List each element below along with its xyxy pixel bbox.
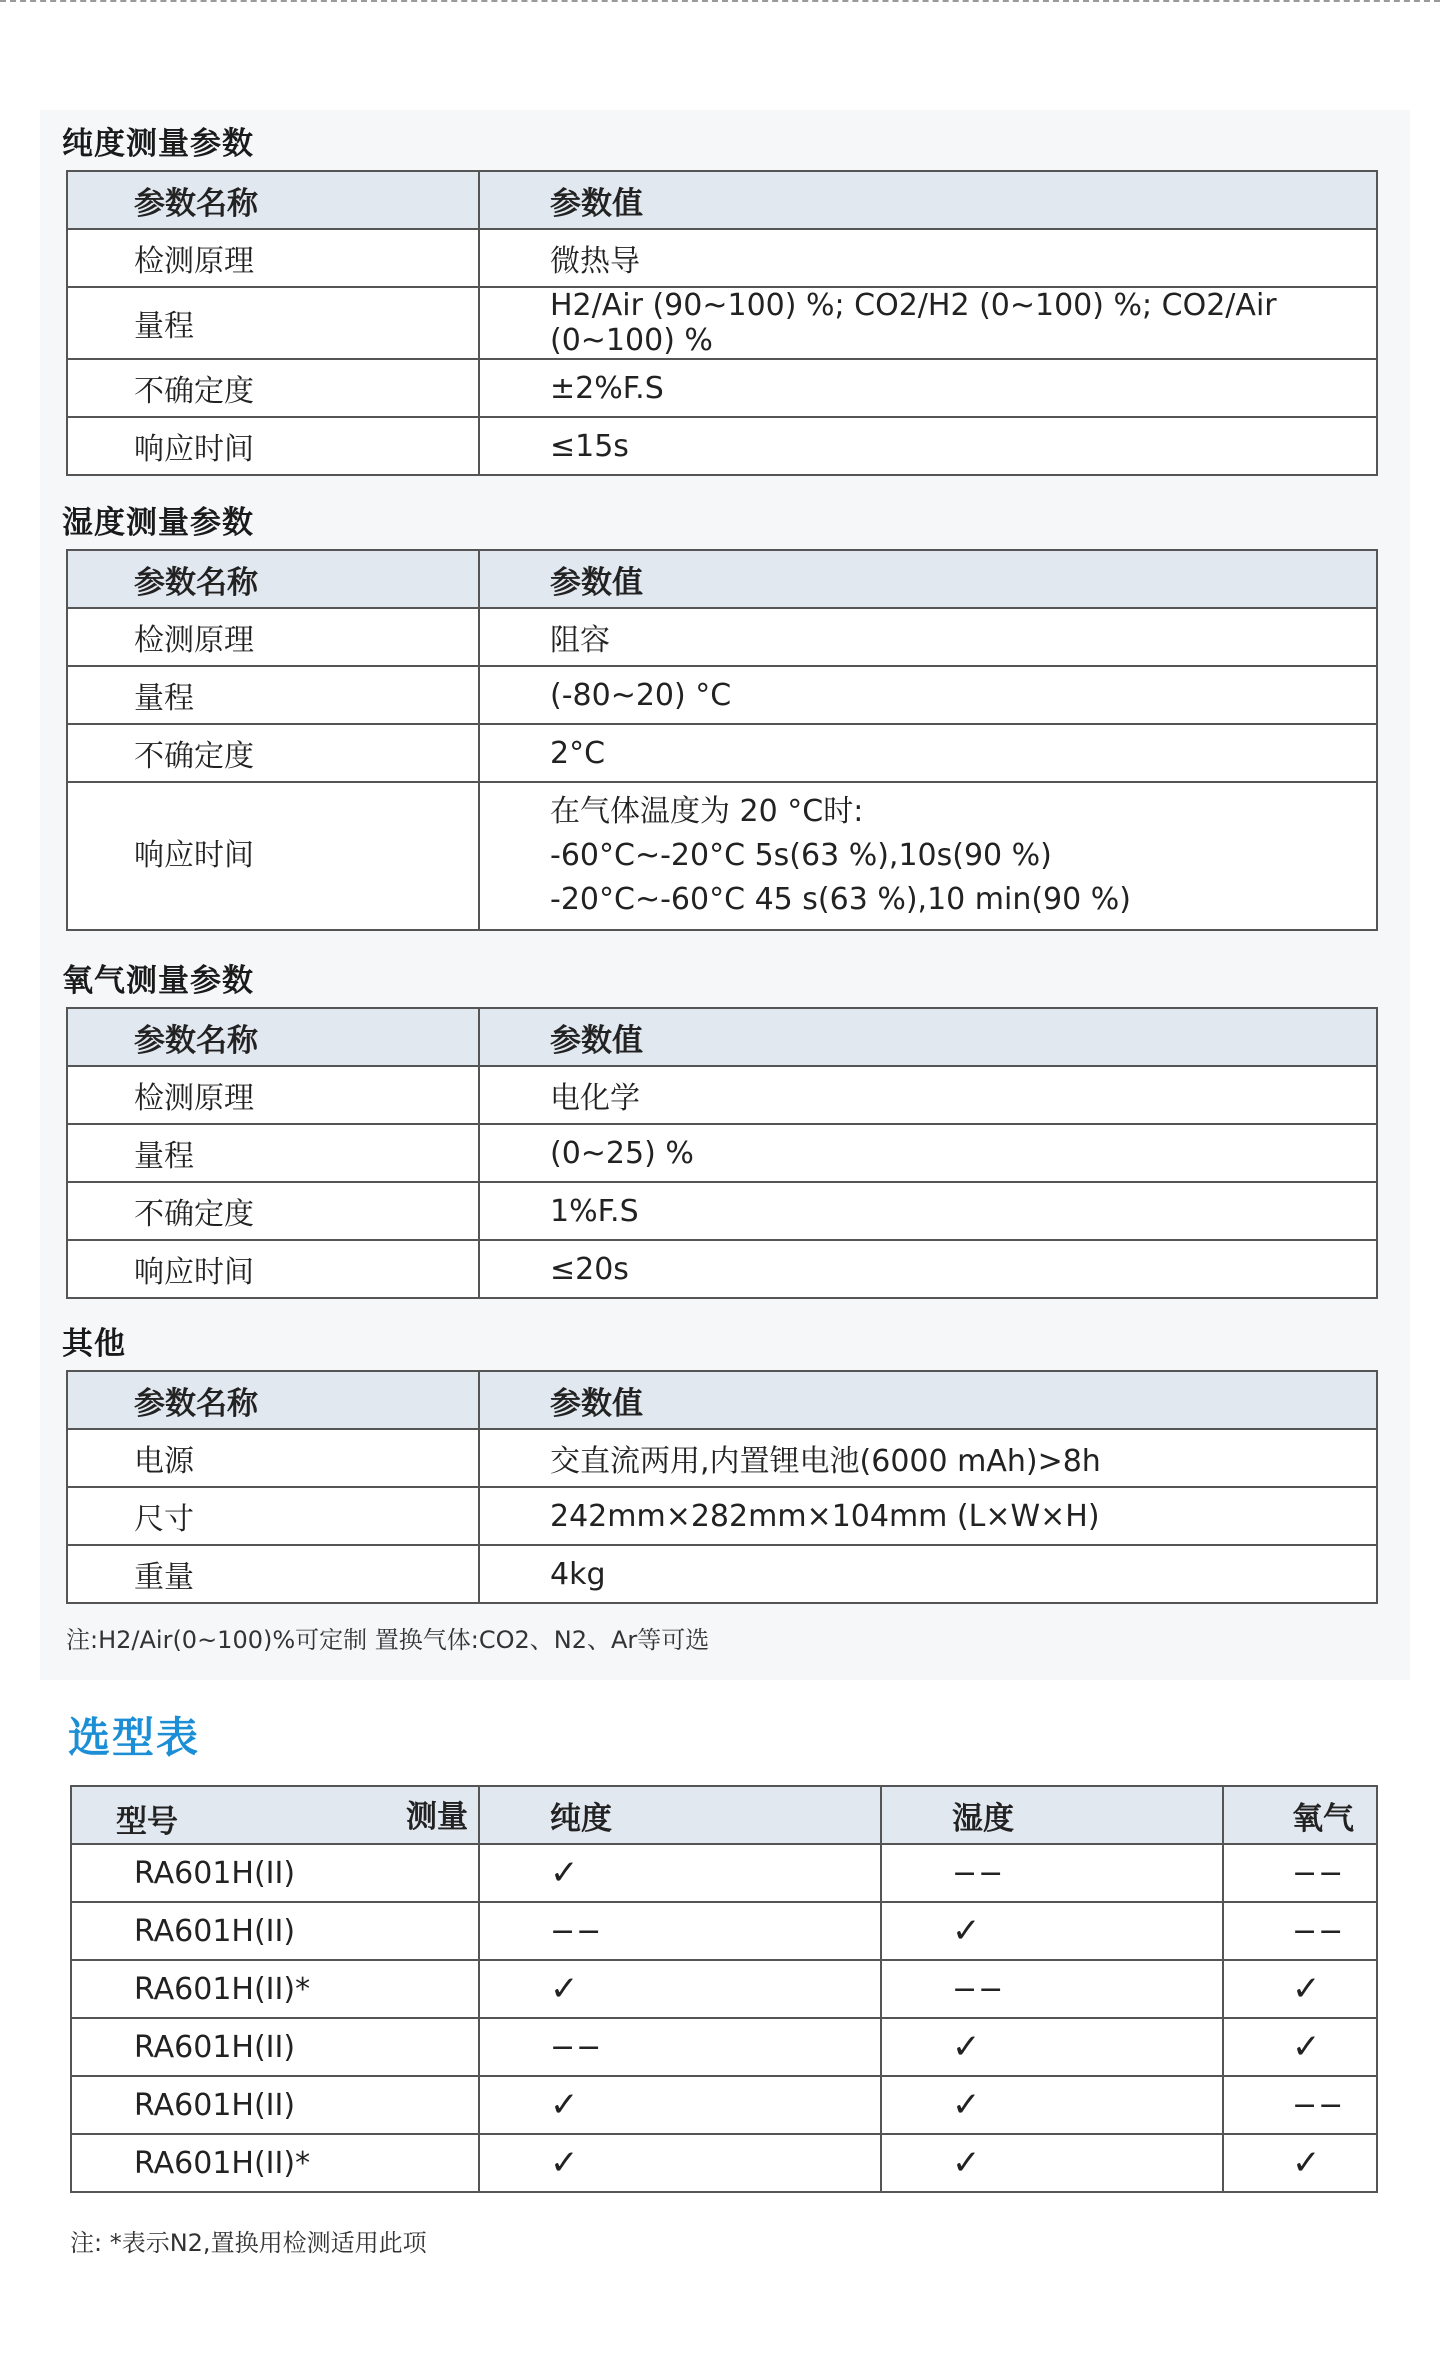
param-value: 1%F.S <box>479 1182 1377 1240</box>
param-value: ≤20s <box>479 1240 1377 1298</box>
table-row <box>67 1066 1377 1124</box>
selection-title: 选型表 <box>68 1713 201 1762</box>
param-value: 电化学 <box>479 1066 1377 1124</box>
table-row <box>67 782 1377 930</box>
table-row <box>67 359 1377 417</box>
param-value-line: -20°C~-60°C 45 s(63 %),10 min(90 %) <box>550 882 1131 917</box>
table-row <box>67 1124 1377 1182</box>
header-param-name: 参数名称 <box>67 171 479 229</box>
param-value: 微热导 <box>479 229 1377 287</box>
section-title-other: 其他 <box>62 1326 126 1362</box>
oxygen-spec-table <box>66 1007 1378 1299</box>
oxygen-cell: ✓ <box>1223 2018 1377 2076</box>
table-header-row <box>67 1371 1377 1429</box>
param-value: 阻容 <box>479 608 1377 666</box>
param-value: 交直流两用,内置锂电池(6000 mAh)>8h <box>479 1429 1377 1487</box>
table-row <box>67 666 1377 724</box>
section-title-purity: 纯度测量参数 <box>62 126 254 162</box>
humidity-cell: −− <box>881 1960 1223 2018</box>
model-cell: RA601H(II)* <box>71 2134 479 2192</box>
param-name: 电源 <box>67 1429 479 1487</box>
oxygen-cell: −− <box>1223 2076 1377 2134</box>
purity-cell: ✓ <box>479 1844 881 1902</box>
header-model-label: 型号 <box>116 1804 178 1840</box>
purity-cell: ✓ <box>479 1960 881 2018</box>
param-value: H2/Air (90~100) %; CO2/H2 (0~100) %; CO2/Air (0~100) % <box>479 287 1377 359</box>
table-row <box>71 1902 1377 1960</box>
header-param-value: 参数值 <box>479 1008 1377 1066</box>
header-param-value: 参数值 <box>479 550 1377 608</box>
humidity-cell: ✓ <box>881 2076 1223 2134</box>
table-row <box>71 2134 1377 2192</box>
param-name: 量程 <box>67 1124 479 1182</box>
oxygen-cell: −− <box>1223 1902 1377 1960</box>
humidity-cell: −− <box>881 1844 1223 1902</box>
param-value: 4kg <box>479 1545 1377 1603</box>
model-cell: RA601H(II) <box>71 1902 479 1960</box>
param-name: 量程 <box>67 287 479 359</box>
header-param-name: 参数名称 <box>67 1008 479 1066</box>
table-header-row <box>67 550 1377 608</box>
param-name: 响应时间 <box>67 1240 479 1298</box>
table-row <box>67 287 1377 359</box>
header-humidity: 湿度 <box>881 1786 1223 1844</box>
param-name: 量程 <box>67 666 479 724</box>
section-title-oxygen: 氧气测量参数 <box>62 963 254 999</box>
table-header-row <box>67 1008 1377 1066</box>
header-measure-label: 测量 <box>406 1799 468 1835</box>
param-value: ±2%F.S <box>479 359 1377 417</box>
table-row <box>71 1844 1377 1902</box>
humidity-cell: ✓ <box>881 1902 1223 1960</box>
table-row <box>67 1182 1377 1240</box>
table-row <box>71 1960 1377 2018</box>
param-value-multiline <box>479 782 1377 930</box>
top-dashed-rule <box>0 0 1440 2</box>
table-row <box>67 608 1377 666</box>
model-cell: RA601H(II) <box>71 2018 479 2076</box>
spec-footnote: 注:H2/Air(0~100)%可定制 置换气体:CO2、N2、Ar等可选 <box>66 1626 710 1654</box>
param-name: 检测原理 <box>67 229 479 287</box>
table-header-row <box>71 1786 1377 1844</box>
table-row <box>67 1545 1377 1603</box>
header-param-name: 参数名称 <box>67 550 479 608</box>
header-param-value: 参数值 <box>479 171 1377 229</box>
purity-cell: −− <box>479 1902 881 1960</box>
table-row <box>71 2076 1377 2134</box>
param-name: 检测原理 <box>67 608 479 666</box>
param-name: 不确定度 <box>67 724 479 782</box>
oxygen-cell: ✓ <box>1223 2134 1377 2192</box>
header-oxygen: 氧气 <box>1223 1786 1377 1844</box>
header-param-name: 参数名称 <box>67 1371 479 1429</box>
param-value: 2°C <box>479 724 1377 782</box>
humidity-spec-table <box>66 549 1378 931</box>
other-spec-table <box>66 1370 1378 1604</box>
purity-cell: ✓ <box>479 2134 881 2192</box>
param-name: 不确定度 <box>67 359 479 417</box>
param-name: 不确定度 <box>67 1182 479 1240</box>
model-cell: RA601H(II)* <box>71 1960 479 2018</box>
diagonal-header-cell <box>71 1786 479 1844</box>
param-value-line: -60°C~-20°C 5s(63 %),10s(90 %) <box>550 838 1052 873</box>
purity-cell: ✓ <box>479 2076 881 2134</box>
param-value: (-80~20) °C <box>479 666 1377 724</box>
oxygen-cell: −− <box>1223 1844 1377 1902</box>
table-row <box>67 1487 1377 1545</box>
param-name: 响应时间 <box>67 782 479 930</box>
param-name: 重量 <box>67 1545 479 1603</box>
table-row <box>67 724 1377 782</box>
oxygen-cell: ✓ <box>1223 1960 1377 2018</box>
table-row <box>71 2018 1377 2076</box>
selection-table <box>70 1785 1378 2193</box>
param-value: 242mm×282mm×104mm (L×W×H) <box>479 1487 1377 1545</box>
table-header-row <box>67 171 1377 229</box>
param-name: 响应时间 <box>67 417 479 475</box>
section-title-humidity: 湿度测量参数 <box>62 505 254 541</box>
param-value: ≤15s <box>479 417 1377 475</box>
header-purity: 纯度 <box>479 1786 881 1844</box>
humidity-cell: ✓ <box>881 2018 1223 2076</box>
selection-footnote: 注: *表示N2,置换用检测适用此项 <box>70 2229 427 2257</box>
header-param-value: 参数值 <box>479 1371 1377 1429</box>
humidity-cell: ✓ <box>881 2134 1223 2192</box>
param-name: 检测原理 <box>67 1066 479 1124</box>
table-row <box>67 229 1377 287</box>
model-cell: RA601H(II) <box>71 1844 479 1902</box>
param-value: (0~25) % <box>479 1124 1377 1182</box>
param-name: 尺寸 <box>67 1487 479 1545</box>
purity-cell: −− <box>479 2018 881 2076</box>
param-value-line: 在气体温度为 20 °C时: <box>550 794 864 829</box>
table-row <box>67 417 1377 475</box>
table-row <box>67 1429 1377 1487</box>
model-cell: RA601H(II) <box>71 2076 479 2134</box>
purity-spec-table <box>66 170 1378 476</box>
table-row <box>67 1240 1377 1298</box>
